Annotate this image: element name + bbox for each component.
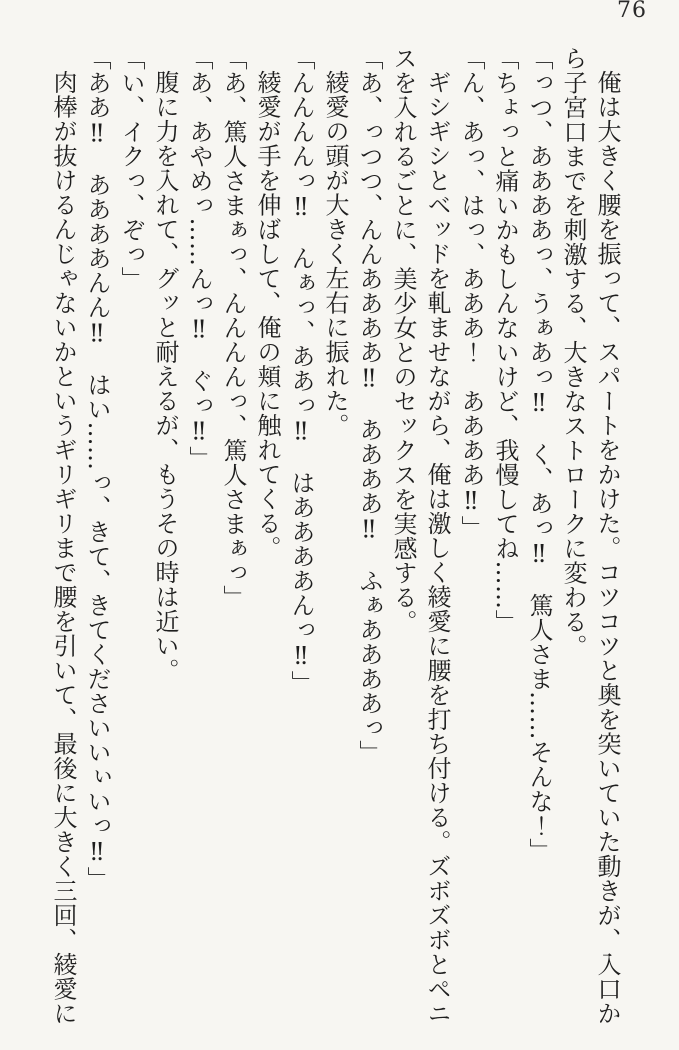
- text-column-4: 「ちょっと痛いかもしんないけど、我慢してね……」: [491, 46, 519, 634]
- text-column-16: 「ああ‼ ああああんん‼ はい……っ、きて、きてくださいいぃいっ‼」: [83, 46, 111, 891]
- text-column-13: 「あ、あやめっ……んっ‼ ぐっ‼」: [185, 46, 213, 471]
- text-column-7: スを入れるごとに、美少女とのセックスを実感する。: [389, 46, 417, 634]
- text-column-2: ら子宮口までを刺激する、大きなストロークに変わる。: [559, 46, 587, 659]
- text-column-5: 「ん、あっ、はっ、あああ！ ああああ‼」: [457, 46, 485, 540]
- text-column-17: 肉棒が抜けるんじゃないかというギリギリまで腰を引いて、最後に大きく三回、綾愛に: [49, 70, 77, 1026]
- text-column-6: ギシギシとベッドを軋ませながら、俺は激しく綾愛に腰を打ち付ける。ズボズボとペニ: [423, 70, 451, 1026]
- text-column-11: 綾愛が手を伸ばして、俺の頬に触れてくる。: [253, 70, 281, 560]
- text-column-9: 綾愛の頭が大きく左右に振れた。: [321, 70, 349, 438]
- vertical-text-block: [46, 46, 624, 1036]
- text-column-3: 「っつ、ああああっ、うぁあっ‼ く、あっ‼ 篤人さま……そんな！」: [525, 46, 553, 863]
- text-column-15: 「い、イクっ、ぞっ」: [117, 46, 145, 291]
- text-column-10: 「んんんんっ‼ んぁっ、ああっ‼ はああああんっ‼」: [287, 46, 315, 695]
- text-column-12: 「あ、篤人さまぁっ、んんんんっ、篤人さまぁっ」: [219, 46, 247, 610]
- text-column-8: 「あ、っつつ、んんああああ‼ ああああ‼ ふぁああああっ」: [355, 46, 383, 765]
- text-column-14: 腹に力を入れて、グッと耐えるが、もうその時は近い。: [151, 70, 179, 683]
- page-number: 76: [617, 0, 647, 23]
- text-column-1: 俺は大きく腰を振って、スパートをかけた。コツコツと奥を突いていた動きが、入口か: [593, 70, 621, 1026]
